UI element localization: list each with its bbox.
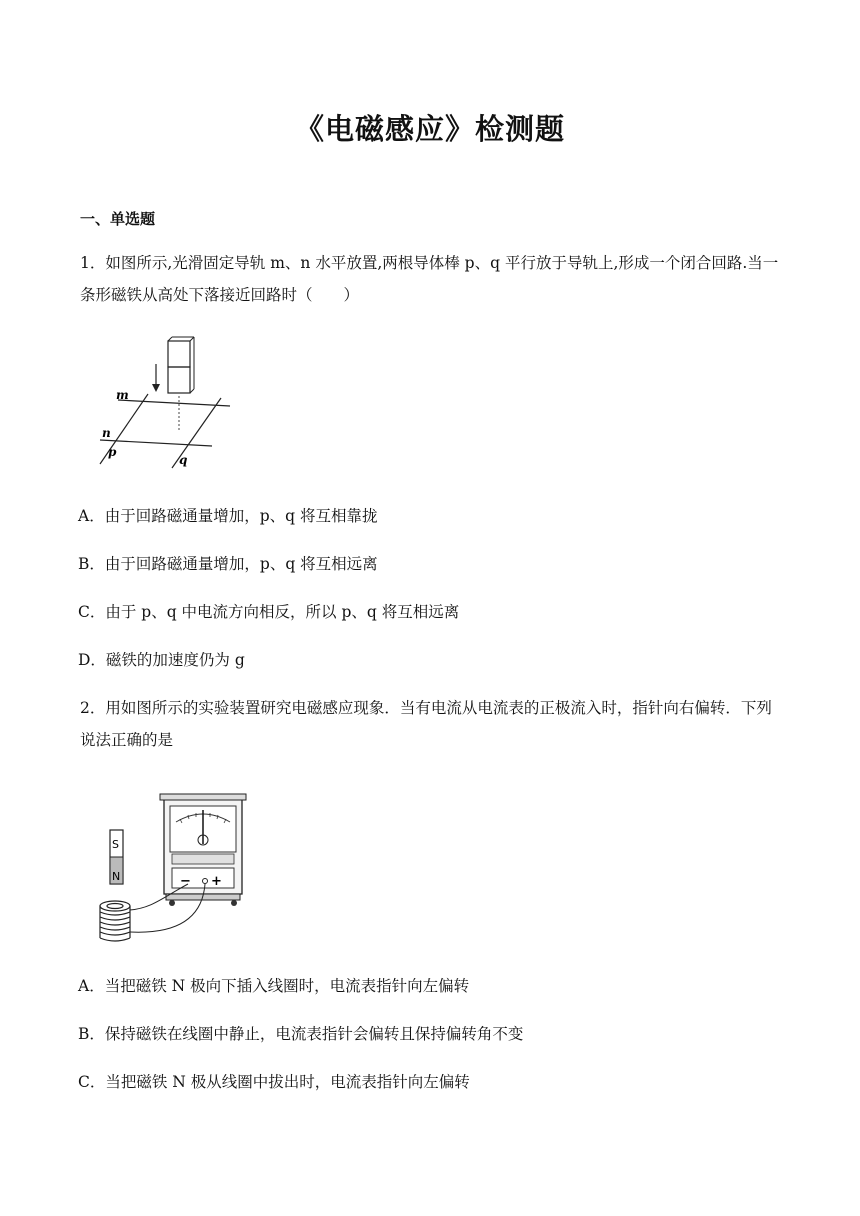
terminal-plus: + — [211, 874, 222, 889]
rail-n — [100, 440, 212, 446]
magnet-pole-n: N — [112, 870, 121, 883]
question-2-figure — [92, 792, 252, 944]
question-1-stem: 1．如图所示,光滑固定导轨 m、n 水平放置,两根导体棒 p、q 平行放于导轨上,形成一个闭合回路.当一条形磁铁从高处下落接近回路时（ ） — [80, 254, 779, 304]
magnet-block — [168, 367, 190, 393]
section-heading: 一、单选题 — [80, 210, 156, 228]
terminal-minus: − — [180, 874, 191, 889]
coil — [100, 901, 130, 941]
q2-option-b: B．保持磁铁在线圈中静止，电流表指针会偏转且保持偏转角不变 — [78, 1025, 524, 1043]
label-q: q — [179, 453, 188, 467]
q1-option-c: C．由于 p、q 中电流方向相反，所以 p、q 将互相远离 — [78, 603, 460, 621]
rail-m — [118, 400, 230, 406]
q1-option-d: D．磁铁的加速度仍为 g — [78, 651, 245, 669]
label-p: p — [108, 445, 117, 459]
question-1-figure — [88, 336, 238, 471]
page-title: 《电磁感应》检测题 — [294, 112, 565, 146]
q1-option-a: A．由于回路磁通量增加，p、q 将互相靠拢 — [78, 507, 378, 525]
magnet-pole-s: S — [112, 838, 119, 851]
q2-option-a: A．当把磁铁 N 极向下插入线圈时，电流表指针向左偏转 — [78, 977, 470, 995]
question-2-stem: 2．用如图所示的实验装置研究电磁感应现象．当有电流从电流表的正极流入时，指针向右偏转．下列说法正确的是 — [80, 699, 772, 749]
label-n: n — [102, 426, 111, 440]
label-m: m — [116, 388, 129, 402]
q1-option-b: B．由于回路磁通量增加，p、q 将互相远离 — [78, 555, 378, 573]
magnet-block — [168, 341, 190, 367]
q2-option-c: C．当把磁铁 N 极从线圈中拔出时，电流表指针向左偏转 — [78, 1073, 470, 1091]
